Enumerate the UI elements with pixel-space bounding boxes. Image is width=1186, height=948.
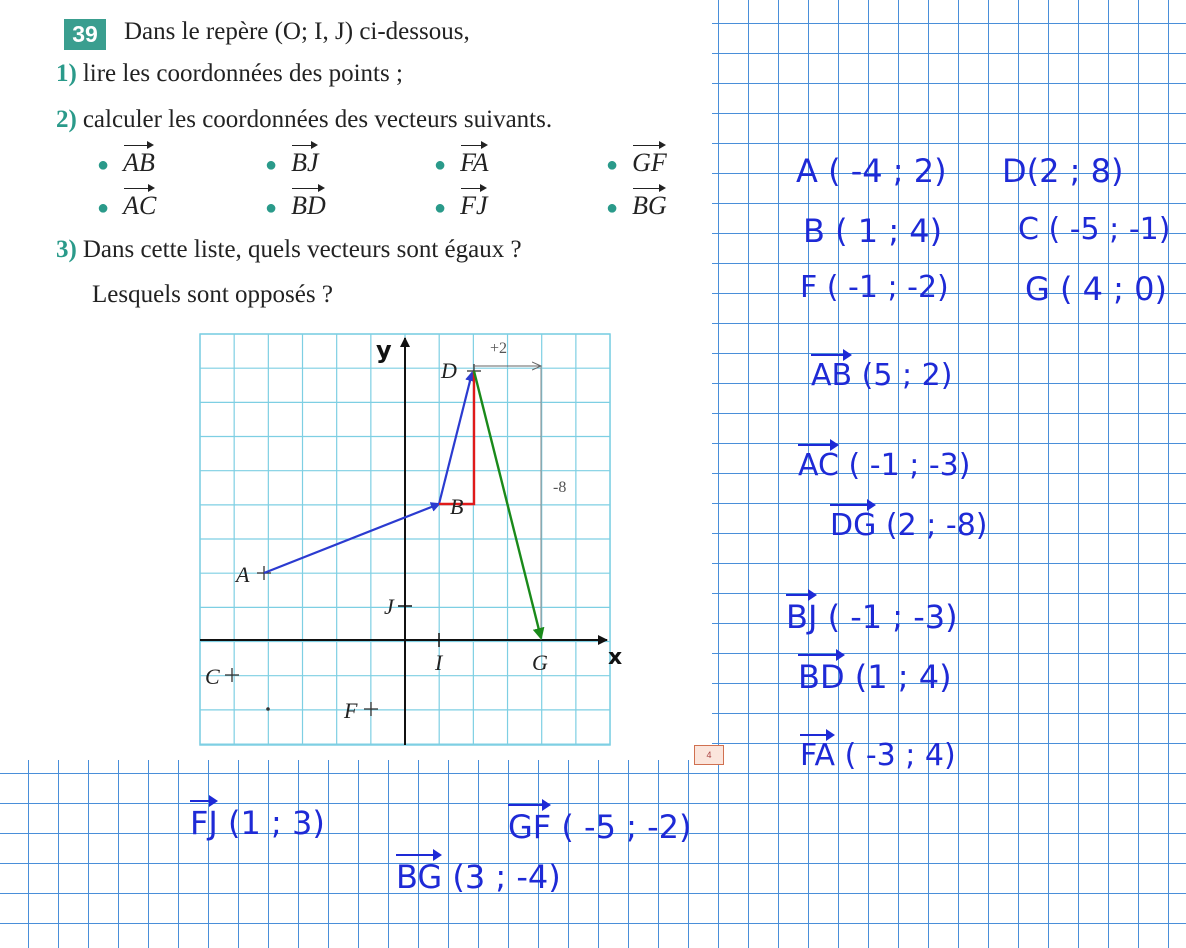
- hand-vector-name: DG: [830, 508, 877, 543]
- hand-point-G: G ( 4 ; 0): [1025, 270, 1167, 308]
- bullet-icon: ●: [97, 153, 110, 176]
- bullet-icon: ●: [265, 153, 278, 176]
- hand-vector-AC: [798, 448, 970, 483]
- bullet-icon: ●: [97, 196, 110, 219]
- bullet-icon: ●: [606, 196, 619, 219]
- hand-vector-coords: ( -1 ; -3): [848, 448, 971, 483]
- x-axis-label: x: [608, 645, 623, 670]
- exercise-number-badge: 39: [64, 19, 106, 50]
- dy-label: -8: [553, 479, 567, 496]
- bullet-icon: ●: [434, 153, 447, 176]
- hand-vector-coords: (5 ; 2): [861, 358, 953, 393]
- question-1-text: lire les coordonnées des points ;: [82, 60, 403, 87]
- vector-name: BD: [291, 191, 326, 220]
- vector-name: AC: [123, 191, 157, 220]
- hand-vector-name: BG: [396, 858, 443, 896]
- label-I: I: [435, 650, 443, 675]
- vector-name: BJ: [291, 148, 319, 177]
- hand-vector-coords: (2 ; -8): [885, 508, 988, 543]
- bullet-icon: ●: [434, 196, 447, 219]
- hand-vector-BJ: [786, 598, 958, 636]
- hand-vector-coords: (1 ; 3): [228, 804, 325, 842]
- hand-vector-name: BD: [798, 658, 845, 696]
- bullet-icon: ●: [265, 196, 278, 219]
- hand-vector-name: GF: [508, 808, 552, 846]
- vector-name: FA: [460, 148, 489, 177]
- hand-vector-name: FA: [800, 738, 836, 773]
- hand-vector-name: FJ: [190, 804, 218, 842]
- hand-vector-FJ: [190, 804, 325, 842]
- question-1-number: 1): [56, 60, 77, 87]
- exercise-intro: Dans le repère (O; I, J) ci-dessous,: [124, 18, 470, 45]
- hand-vector-coords: ( -1 ; -3): [827, 598, 958, 636]
- hand-vector-DG: [830, 508, 988, 543]
- vector-name: BG: [632, 191, 667, 220]
- question-3-number: 3): [56, 236, 77, 263]
- hand-vector-BD: [798, 658, 952, 696]
- bullet-icon: ●: [606, 153, 619, 176]
- label-A: A: [236, 562, 250, 587]
- label-F: F: [344, 698, 358, 723]
- hand-point-C: C ( -5 ; -1): [1018, 212, 1171, 247]
- hand-point-A: A ( -4 ; 2): [796, 152, 947, 190]
- label-B: B: [450, 494, 464, 519]
- hand-point-B: B ( 1 ; 4): [803, 212, 943, 250]
- stray-dot: [266, 707, 270, 711]
- label-J: J: [384, 594, 394, 619]
- hand-vector-name: AB: [811, 358, 853, 393]
- label-C: C: [205, 664, 220, 689]
- y-axis-label: y: [376, 336, 392, 364]
- vector-name: AB: [123, 148, 155, 177]
- hand-point-D: D(2 ; 8): [1002, 152, 1124, 190]
- label-G: G: [532, 650, 548, 675]
- hand-vector-GF: [508, 808, 691, 846]
- page-marker-icon: 4: [694, 745, 724, 765]
- vector-name: GF: [632, 148, 667, 177]
- hand-vector-FA: [800, 738, 956, 773]
- question-2-text: calculer les coordonnées des vecteurs suivants.: [82, 106, 553, 133]
- hand-vector-coords: ( -5 ; -2): [561, 808, 692, 846]
- coordinate-figure: [0, 0, 712, 760]
- question-2-number: 2): [56, 106, 77, 133]
- hand-vector-coords: (1 ; 4): [854, 658, 952, 696]
- question-3-text: Dans cette liste, quels vecteurs sont égaux ?: [82, 236, 522, 263]
- hand-vector-name: BJ: [786, 598, 818, 636]
- hand-point-F: F ( -1 ; -2): [800, 270, 949, 305]
- hand-vector-BG: [396, 858, 561, 896]
- question-3-followup: Lesquels sont opposés ?: [92, 281, 333, 308]
- vector-name: FJ: [460, 191, 488, 220]
- hand-vector-AB: [811, 358, 952, 393]
- label-D: D: [441, 358, 457, 383]
- hand-vector-name: AC: [798, 448, 839, 483]
- hand-vector-coords: ( -3 ; 4): [844, 738, 956, 773]
- hand-vector-coords: (3 ; -4): [452, 858, 561, 896]
- dx-label: +2: [490, 340, 508, 357]
